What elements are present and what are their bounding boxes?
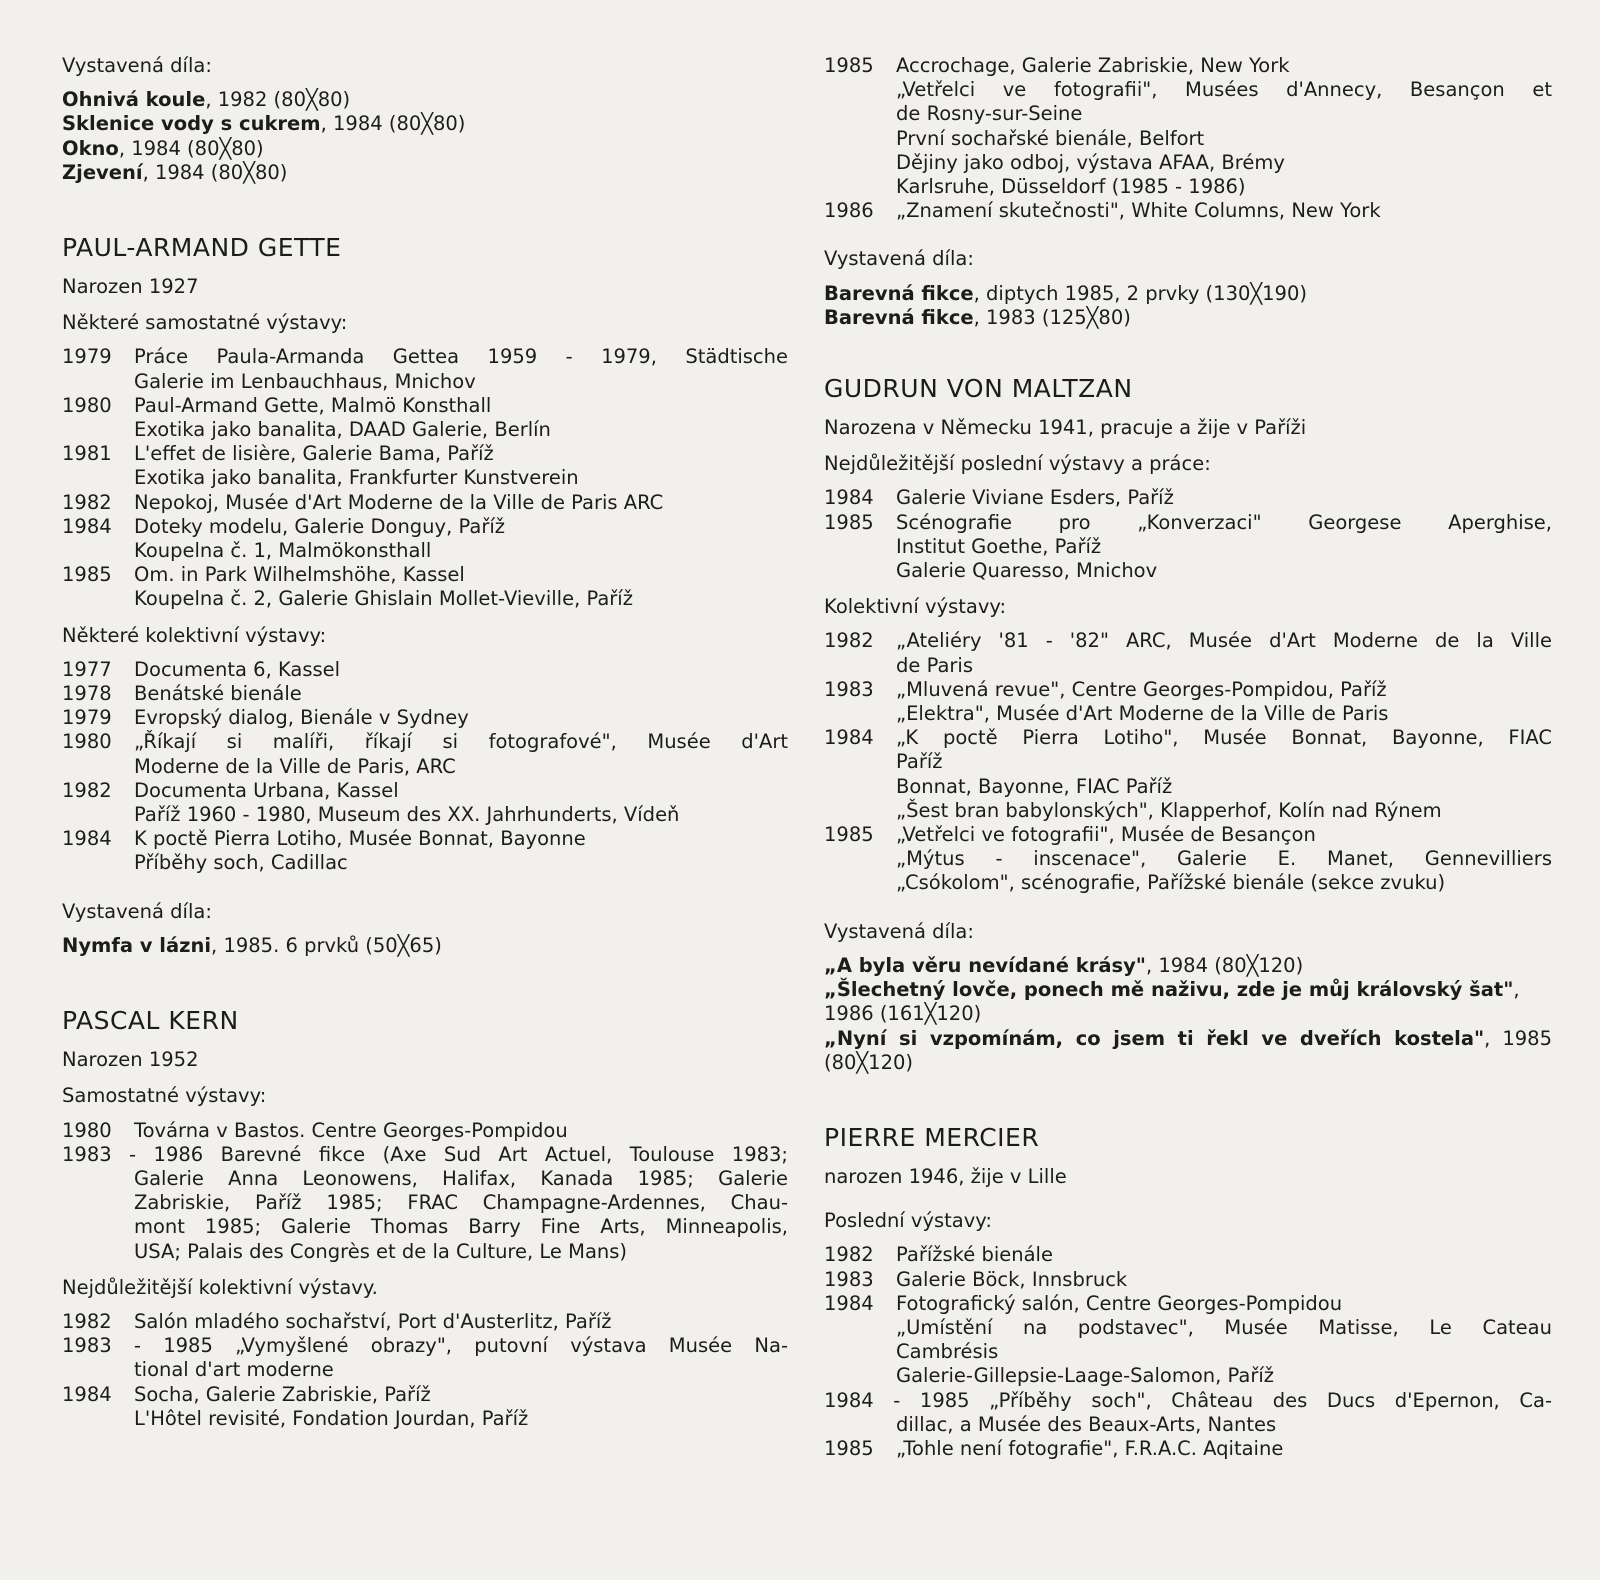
exhibition-row	[62, 1310, 788, 1334]
exhibition-row	[824, 199, 1552, 223]
work-details: , 1983 (125╳80)	[973, 305, 1131, 329]
exhibition-line: Moderne de la Ville de Paris, ARC	[134, 754, 456, 778]
exhibition-line: Doteky modelu, Galerie Donguy, Paříž	[134, 514, 505, 538]
work-details: , 1984 (80╳120)	[1145, 953, 1304, 977]
exhibition-line: Scénografie pro „Konverzaci" Georgese Aperghise,	[896, 510, 1552, 534]
exhibition-line: Accrochage, Galerie Zabriskie, New York	[896, 54, 1290, 77]
exhibition-line: de Paris	[896, 653, 974, 677]
exhibition-row	[62, 491, 788, 515]
exhibition-line: Galerie Viviane Esders, Paříž	[896, 486, 1174, 510]
gette-group-list	[62, 658, 788, 876]
maltzan-group-label: Kolektivní výstavy:	[824, 595, 1007, 619]
gette-solo-list	[62, 345, 788, 611]
exhibition-line: Karlsruhe, Düsseldorf (1985 - 1986)	[896, 175, 1246, 199]
exhibition-line: „Říkají si malíři, říkají si fotografové", Musée d'Art	[134, 730, 788, 754]
work-title: Sklenice vody s cukrem	[62, 112, 321, 136]
exhibition-year-to: 1986	[153, 1142, 204, 1166]
exhibition-line: „Csókolom", scénografie, Pařížské bienále (sekce zvuku)	[896, 871, 1446, 895]
exhibition-text	[134, 827, 788, 875]
exhibition-year: 1977	[62, 657, 112, 681]
exhibition-year: 1985	[824, 823, 874, 847]
exhibition-row	[824, 629, 1552, 677]
exhibition-range-row	[62, 1334, 788, 1382]
exhibition-line: „K poctě Pierra Lotiho", Musée Bonnat, Bayonne, FIAC	[896, 726, 1552, 750]
exhibition-text	[896, 1268, 1552, 1292]
exhibition-row	[62, 515, 788, 563]
artist-born-mercier: narozen 1946, žije v Lille	[824, 1164, 1067, 1188]
exhibition-year: 1985	[824, 1436, 874, 1460]
exhibition-year-from: 1983 -	[62, 1334, 141, 1358]
exhibition-line: Paříž 1960 - 1980, Museum des XX. Jahrhunderts, Vídeň	[134, 803, 680, 827]
gette-works-label: Vystavená díla:	[62, 899, 212, 923]
exhibition-text	[896, 678, 1552, 726]
exhibition-year: 1984	[62, 1382, 112, 1406]
exhibition-year-from: 1984 -	[824, 1388, 901, 1412]
work-title: „Šlechetný lovče, ponech mě naživu, zde je můj královský šat"	[824, 978, 1514, 1002]
exhibition-text	[134, 682, 788, 706]
exhibition-line: První sochařské bienále, Belfort	[896, 126, 1205, 150]
exhibition-line: „Umístění na podstavec", Musée Matisse, Le Cateau	[896, 1315, 1552, 1339]
exhibition-text	[896, 511, 1552, 584]
exhibition-line: Práce Paula-Armanda Gettea 1959 - 1979, Städtische	[134, 345, 788, 369]
exhibition-row	[62, 345, 788, 393]
work-details: , 1982 (80╳80)	[205, 88, 351, 112]
exhibition-text	[134, 658, 788, 682]
kern-group-list-continued	[824, 54, 1552, 223]
kern-works-list	[824, 282, 1552, 330]
exhibition-text	[896, 54, 1552, 199]
work-item	[62, 88, 788, 112]
work-details: , 1984 (80╳80)	[142, 160, 288, 184]
exhibition-year: 1984	[62, 514, 112, 538]
exhibition-text	[134, 491, 788, 515]
exhibition-year: 1984	[824, 486, 874, 510]
maltzan-group-list	[824, 629, 1552, 895]
exhibition-line: „Mluvená revue", Centre Georges-Pompidou, Paříž	[896, 677, 1387, 701]
exhibition-row	[62, 658, 788, 682]
exhibition-line: Příběhy soch, Cadillac	[134, 851, 348, 875]
exhibition-year: 1984	[62, 827, 112, 851]
exhibition-line: Dějiny jako odboj, výstava AFAA, Brémy	[896, 150, 1285, 174]
exhibition-text	[134, 345, 788, 393]
exhibition-row	[62, 827, 788, 875]
exhibition-text	[134, 730, 788, 778]
artist-name-mercier: PIERRE MERCIER	[824, 1122, 1040, 1152]
exhibition-text	[134, 442, 788, 490]
exhibition-line: Exotika jako banalita, DAAD Galerie, Berlín	[134, 418, 551, 442]
exhibition-range-row	[62, 1143, 788, 1264]
exhibition-line: Fotografický salón, Centre Georges-Pompidou	[896, 1291, 1343, 1315]
kern-group-label: Nejdůležitější kolektivní výstavy.	[62, 1275, 378, 1299]
exhibition-row	[62, 394, 788, 442]
work-details: , 1985. 6 prvků (50╳65)	[211, 933, 442, 957]
exhibition-text	[134, 779, 788, 827]
exhibition-range-row	[824, 1389, 1552, 1437]
work-title: „Nyní si vzpomínám, co jsem ti řekl ve dveřích kostela"	[824, 1026, 1485, 1050]
exhibition-year: 1982	[62, 778, 112, 802]
exhibition-line: Nepokoj, Musée d'Art Moderne de la Ville de Paris ARC	[134, 490, 664, 514]
exhibition-text	[896, 1243, 1552, 1267]
gette-solo-label: Některé samostatné výstavy:	[62, 311, 348, 335]
exhibition-year: 1985	[824, 510, 874, 534]
exhibition-row	[62, 442, 788, 490]
exhibition-row	[824, 678, 1552, 726]
exhibition-range-first	[62, 1143, 788, 1167]
maltzan-solo-label: Nejdůležitější poslední výstavy a práce:	[824, 452, 1211, 476]
exhibition-line: Evropský dialog, Bienále v Sydney	[134, 706, 469, 730]
work-title: Barevná fikce	[824, 305, 974, 329]
exhibition-line: Salón mladého sochařství, Port d'Austerlitz, Paříž	[134, 1309, 612, 1333]
exhibition-year-to: 1985	[163, 1334, 213, 1358]
work-details: , 1984 (80╳80)	[320, 112, 466, 136]
exhibition-year: 1980	[62, 730, 112, 754]
exhibition-year: 1982	[62, 1309, 112, 1333]
work-details: , 1984 (80╳80)	[118, 136, 264, 160]
exhibition-row	[62, 779, 788, 827]
exhibition-row	[824, 1268, 1552, 1292]
exhibition-year: 1983	[824, 677, 874, 701]
kern-group-list	[62, 1310, 788, 1431]
artist-name-kern: PASCAL KERN	[62, 1006, 239, 1036]
exhibition-text	[896, 1292, 1552, 1389]
exhibition-row	[824, 486, 1552, 510]
exhibition-line: Zabriskie, Paříž 1985; FRAC Champagne-Ardennes, Chau-	[134, 1191, 788, 1215]
exhibition-line: „Vymyšlené obrazy", putovní výstava Musée Na-	[235, 1334, 788, 1358]
work-title: Zjevení	[62, 160, 143, 184]
exhibition-row	[824, 726, 1552, 823]
exhibition-line: Bonnat, Bayonne, FIAC Paříž	[896, 774, 1173, 798]
exhibition-line: „Vetřelci ve fotografii", Musées d'Annecy, Besançon et	[896, 78, 1552, 102]
exhibition-year: 1979	[62, 345, 112, 369]
exhibition-range-first	[824, 1389, 1552, 1413]
exhibition-text	[896, 486, 1552, 510]
exhibition-year: 1986	[824, 199, 874, 223]
kern-solo-list	[62, 1119, 788, 1264]
exhibition-row	[62, 1383, 788, 1431]
exhibition-year: 1983	[824, 1267, 874, 1291]
exhibition-line: de Rosny-sur-Seine	[896, 102, 1083, 126]
exhibition-year: 1982	[824, 1243, 874, 1267]
exhibition-row	[62, 706, 788, 730]
gette-works-list	[62, 934, 788, 958]
exhibition-row	[62, 563, 788, 611]
artist-name-maltzan: GUDRUN VON MALTZAN	[824, 374, 1133, 404]
gette-group-label: Některé kolektivní výstavy:	[62, 623, 327, 647]
exhibition-line: Pařížské bienále	[896, 1243, 1053, 1267]
exhibition-text	[896, 629, 1552, 677]
work-details: ,	[1513, 978, 1520, 1002]
exhibition-row	[62, 1119, 788, 1143]
work-item	[824, 954, 1552, 978]
exhibition-row	[824, 1437, 1552, 1461]
exhibition-year: 1982	[824, 629, 874, 653]
kern-works-label: Vystavená díla:	[824, 247, 974, 271]
work-details: (80╳120)	[824, 1050, 913, 1074]
maltzan-works-list	[824, 954, 1552, 1075]
artist-born-maltzan: Narozena v Německu 1941, pracuje a žije v Paříži	[824, 416, 1307, 440]
exhibition-line: Galerie im Lenbauchhaus, Mnichov	[134, 369, 476, 393]
exhibition-year-to: 1985	[919, 1388, 970, 1412]
exhibition-line: Benátské bienále	[134, 682, 302, 706]
exhibition-text	[896, 199, 1552, 223]
exhibition-year: 1984	[824, 726, 874, 750]
work-item	[824, 1051, 1552, 1075]
work-title: Ohnivá koule	[62, 88, 206, 112]
exhibition-text	[134, 515, 788, 563]
intro-works-label: Vystavená díla:	[62, 54, 212, 77]
exhibition-line: Om. in Park Wilhelmshöhe, Kassel	[134, 563, 465, 587]
work-item	[824, 306, 1552, 330]
exhibition-year: 1979	[62, 706, 112, 730]
artist-born-gette: Narozen 1927	[62, 275, 199, 299]
exhibition-text	[134, 563, 788, 611]
exhibition-line: Galerie Quaresso, Mnichov	[896, 559, 1158, 583]
exhibition-line: „Mýtus - inscenace", Galerie E. Manet, Gennevilliers	[896, 847, 1552, 871]
exhibition-year: 1984	[824, 1291, 874, 1315]
exhibition-line: Galerie Böck, Innsbruck	[896, 1267, 1128, 1291]
work-item	[62, 137, 788, 161]
exhibition-line: Documenta 6, Kassel	[134, 657, 341, 681]
work-item	[824, 1002, 1552, 1026]
exhibition-line: tional d'art moderne	[134, 1358, 334, 1382]
kern-solo-label: Samostatné výstavy:	[62, 1084, 267, 1108]
exhibition-line: L'effet de lisière, Galerie Bama, Paříž	[134, 442, 494, 466]
exhibition-line: „Příběhy soch", Château des Ducs d'Epernon, Ca-	[989, 1388, 1552, 1412]
work-item	[62, 934, 788, 958]
exhibition-row	[824, 54, 1552, 199]
mercier-recent-list	[824, 1243, 1552, 1461]
exhibition-text	[134, 1383, 788, 1431]
exhibition-row	[824, 1292, 1552, 1389]
exhibition-text	[134, 706, 788, 730]
intro-works-list	[62, 88, 788, 185]
work-details: 1986 (161╳120)	[824, 1002, 982, 1026]
exhibition-line: Exotika jako banalita, Frankfurter Kunstverein	[134, 466, 579, 490]
work-title: „A byla věru nevídané krásy"	[824, 953, 1146, 977]
exhibition-text	[896, 823, 1552, 896]
work-title: Nymfa v lázni	[62, 933, 212, 957]
exhibition-line: Koupelna č. 2, Galerie Ghislain Mollet-Vieville, Paříž	[134, 587, 633, 611]
exhibition-row	[62, 730, 788, 778]
exhibition-line: „Elektra", Musée d'Art Moderne de la Ville de Paris	[896, 702, 1389, 726]
exhibition-line: Cambrésis	[896, 1340, 999, 1364]
exhibition-year: 1980	[62, 1118, 112, 1142]
right-column	[824, 54, 1552, 1473]
exhibition-line: „Ateliéry '81 - '82" ARC, Musée d'Art Moderne de la Ville	[896, 629, 1552, 653]
exhibition-year: 1982	[62, 490, 112, 514]
exhibition-line: Documenta Urbana, Kassel	[134, 778, 399, 802]
exhibition-line: „Znamení skutečnosti", White Columns, New York	[896, 199, 1381, 223]
maltzan-works-label: Vystavená díla:	[824, 919, 974, 943]
artist-born-kern: Narozen 1952	[62, 1048, 199, 1072]
exhibition-line: Galerie Anna Leonowens, Halifax, Kanada 1985; Galerie	[134, 1166, 788, 1190]
exhibition-line: L'Hôtel revisité, Fondation Jourdan, Paříž	[134, 1406, 529, 1430]
exhibition-line: „Vetřelci ve fotografii", Musée de Besançon	[896, 823, 1316, 847]
exhibition-line: mont 1985; Galerie Thomas Barry Fine Arts, Minneapolis,	[134, 1215, 788, 1239]
exhibition-year-from: 1983 -	[62, 1142, 137, 1166]
exhibition-range-first	[62, 1334, 788, 1358]
work-item	[824, 282, 1552, 306]
exhibition-year: 1978	[62, 682, 112, 706]
exhibition-line: Barevné fikce (Axe Sud Art Actuel, Toulouse 1983;	[220, 1142, 788, 1166]
exhibition-year: 1981	[62, 442, 112, 466]
mercier-recent-label: Poslední výstavy:	[824, 1209, 992, 1233]
maltzan-solo-list	[824, 486, 1552, 583]
work-details: , diptych 1985, 2 prvky (130╳190)	[973, 281, 1307, 305]
exhibition-row	[824, 511, 1552, 584]
exhibition-row	[824, 823, 1552, 896]
work-item	[62, 112, 788, 136]
exhibition-line: Paul-Armand Gette, Malmö Konsthall	[134, 393, 492, 417]
work-title: Okno	[62, 136, 119, 160]
work-item	[824, 1027, 1552, 1051]
exhibition-line: Socha, Galerie Zabriskie, Paříž	[134, 1382, 431, 1406]
exhibition-year: 1985	[824, 54, 874, 77]
exhibition-line: Paříž	[896, 750, 943, 774]
exhibition-year: 1985	[62, 563, 112, 587]
exhibition-line: K poctě Pierra Lotiho, Musée Bonnat, Bayonne	[134, 827, 586, 851]
exhibition-line: Institut Goethe, Paříž	[896, 534, 1102, 558]
exhibition-row	[824, 1243, 1552, 1267]
exhibition-year: 1980	[62, 393, 112, 417]
work-item	[62, 161, 788, 185]
exhibition-text	[134, 394, 788, 442]
work-details: , 1985	[1484, 1026, 1552, 1050]
exhibition-line: „Šest bran babylonských", Klapperhof, Kolín nad Rýnem	[896, 798, 1442, 822]
exhibition-text	[896, 726, 1552, 823]
exhibition-line: „Tohle není fotografie", F.R.A.C. Aqitaine	[896, 1436, 1284, 1460]
exhibition-line: dillac, a Musée des Beaux-Arts, Nantes	[896, 1412, 1277, 1436]
work-item	[824, 978, 1552, 1002]
exhibition-row	[62, 682, 788, 706]
artist-name-gette: PAUL-ARMAND GETTE	[62, 233, 342, 263]
exhibition-line: USA; Palais des Congrès et de la Culture, Le Mans)	[134, 1239, 628, 1263]
left-column	[62, 54, 788, 1443]
exhibition-line: Galerie-Gillepsie-Laage-Salomon, Paříž	[896, 1364, 1275, 1388]
exhibition-line: Továrna v Bastos. Centre Georges-Pompidou	[134, 1118, 568, 1142]
work-title: Barevná fikce	[824, 281, 974, 305]
exhibition-line: Koupelna č. 1, Malmökonsthall	[134, 539, 432, 563]
